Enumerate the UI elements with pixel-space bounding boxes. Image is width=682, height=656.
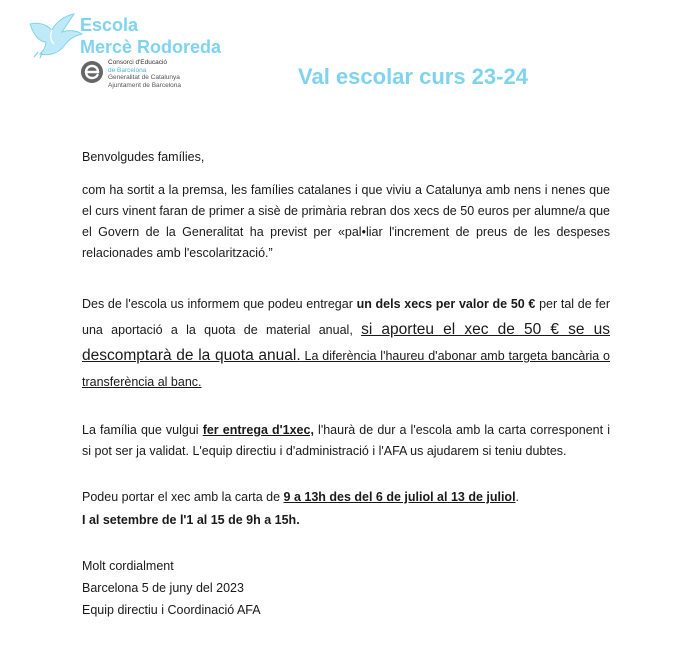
- p4-text-c: .: [515, 490, 520, 504]
- consorci-line2: de Barcelona: [108, 66, 147, 74]
- school-name: [80, 14, 221, 58]
- p3-delivery-highlight: fer entrega d'1xec,: [202, 423, 314, 437]
- consorci-text: [108, 59, 181, 89]
- paragraph-4: [82, 487, 610, 508]
- school-name-line2: Mercè Rodoreda: [80, 37, 222, 57]
- paragraph-1: com ha sortit a la premsa, les famílies catalanes i que viviu a Catalunya amb nens i nenes que el curs vinent faran de primer a sisè de primària rebran dos xecs de 50 euros per alumne/a que el Govern de la Generalitat ha previst per «pal•liar l'increment de preus de les despeses relacionades amb l'escolarització.”: [82, 183, 610, 260]
- greeting: Benvolgudes famílies,: [82, 150, 205, 164]
- consorci-line4: Ajuntament de Barcelona: [108, 81, 181, 89]
- consorci-e-logo-icon: [80, 60, 104, 84]
- p2-highlight-check-value: un dels xecs per valor de 50 €: [356, 297, 536, 311]
- p3-text-c: l'haurà de dur a l'escola amb la carta corresponent i si pot ser ja validat. L'equip directiu i d'administració i l'AFA us ajudarem si teniu dubtes.: [82, 423, 610, 458]
- document-title: Val escolar curs 23-24: [298, 64, 528, 89]
- dove-logo-icon: [28, 12, 84, 58]
- p4-schedule-july: 9 a 13h des del 6 de juliol al 13 de juliol: [283, 490, 516, 504]
- closing-place-date: Barcelona 5 de juny del 2023: [82, 581, 244, 595]
- p2-discount-note: si aporteu el xec de 50 € se us descomptarà de la quota anual.: [82, 321, 610, 364]
- closing-signature: Equip directiu i Coordinació AFA: [82, 603, 261, 617]
- closing-regards: Molt cordialment: [82, 559, 174, 573]
- paragraph-3: [82, 420, 610, 462]
- p4-schedule-september: I al setembre de l'1 al 15 de 9h a 15h.: [82, 513, 300, 527]
- p2-payment-note: La diferència l'haureu d'abonar amb targeta bancària o transferència al banc.: [82, 349, 611, 389]
- paragraph-2: [82, 291, 610, 395]
- letterhead: [0, 0, 682, 100]
- school-name-line1: Escola: [80, 15, 139, 35]
- p2-text-a: Des de l'escola us informem que podeu entregar: [82, 297, 357, 311]
- p4-text-a: Podeu portar el xec amb la carta de: [82, 490, 284, 504]
- consorci-line3: Generalitat de Catalunya: [108, 74, 180, 81]
- p3-text-a: La família que vulgui: [82, 423, 203, 437]
- p2-text-c: per tal de fer una aportació a la quota de material anual,: [82, 297, 610, 337]
- consorci-line1: Consorci d'Educació: [108, 59, 168, 66]
